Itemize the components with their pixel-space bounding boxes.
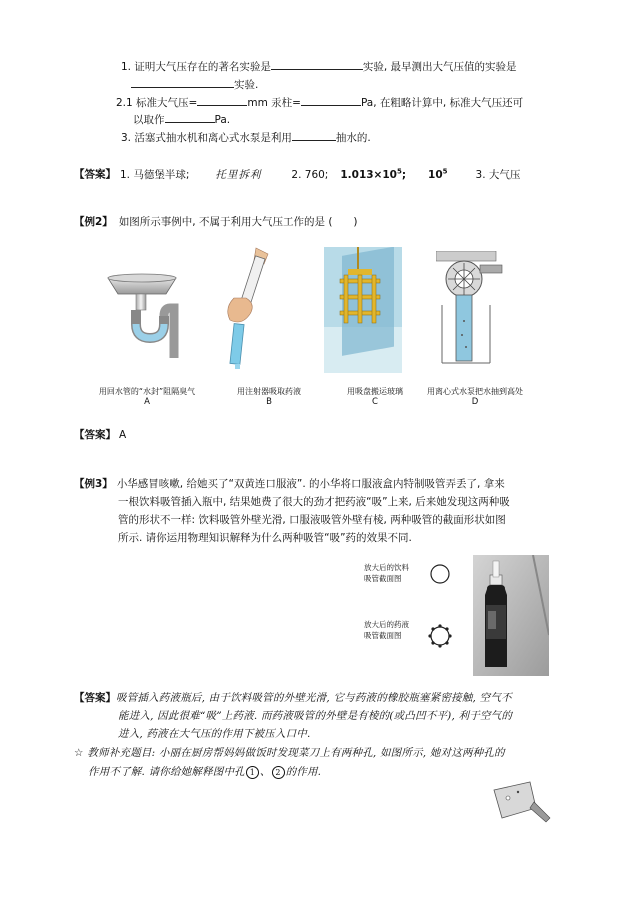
- example-3-line-4: 所示. 请你运用物理知识解释为什么两种吸管“吸”药的效果不同.: [118, 532, 412, 544]
- caption-b: 用注射器吸取药液 B: [237, 387, 301, 407]
- example-3-line-3: 管的形状不一样: 饮料吸管外壁光滑, 口服液吸管外壁有棱, 两种吸管的截面形状如图: [118, 514, 506, 526]
- answer-3-line-1: [74, 691, 512, 705]
- answer-1-2c: $10^5$: [428, 167, 448, 181]
- circled-1: 1: [246, 766, 259, 779]
- q2-text-d: 以取作: [133, 114, 165, 126]
- q2-text-e: Pa.: [214, 114, 231, 126]
- answer-1-2: 2. 760;: [291, 168, 329, 181]
- blank-5[interactable]: [165, 111, 215, 123]
- q2-text-c: Pa, 在粗略计算中, 标准大气压还可: [360, 97, 524, 109]
- kitchen-knife-figure: [484, 778, 556, 828]
- centrifugal-pump-figure: [436, 251, 506, 367]
- example-3-text-1: 小华感冒咳嗽, 给她买了“双黄连口服液”. 的小华将口服液盒内特制吸管弄丢了, 拿来: [116, 478, 505, 490]
- ribbed-straw-label: 放大后的药液 吸管截面图: [364, 620, 409, 640]
- answer-2-line: [74, 428, 126, 442]
- answer-3-line-2: 能进入, 因此很难“吸”上药液. 而药液吸管的外壁是有棱的(或凸凹不平), 利于空气的: [118, 710, 513, 722]
- question-2-line-1: [116, 94, 523, 110]
- caption-a: 用回水管的“水封”阻隔臭气 A: [98, 387, 196, 407]
- answer-1-1b: 托里拆利: [215, 168, 262, 181]
- glass-suction-figure: [324, 247, 402, 373]
- example-2-tag: 【例2】: [74, 216, 113, 228]
- example-3-line-2: 一根饮料吸管插入瓶中, 结果她费了很大的劲才把药液“吸”上来, 后来她发现这两种吸: [118, 496, 510, 508]
- question-1-line-2: [131, 76, 258, 92]
- q3-text-b: 抽水的.: [335, 132, 371, 144]
- sink-trap-figure: [104, 268, 180, 360]
- teacher-line-2: 作用不了解. 请你给她解释图中孔 1 、 2 的作用.: [88, 766, 322, 778]
- blank-1[interactable]: [271, 58, 363, 70]
- example-3-line-1: [74, 477, 505, 491]
- circled-2: 2: [272, 766, 285, 779]
- example-2-line: [74, 215, 358, 229]
- q1-text-c: 实验.: [234, 79, 259, 91]
- smooth-straw-label: 放大后的饮料 吸管截面图: [364, 563, 409, 583]
- example-2-text: 如图所示事例中, 不属于利用大气压工作的是 ( ): [118, 216, 358, 228]
- answer-2-value: A: [119, 429, 127, 441]
- blank-4[interactable]: [301, 94, 361, 106]
- q3-text-a: 3. 活塞式抽水机和离心式水泵是利用: [121, 132, 292, 144]
- teacher-line-1: [74, 746, 505, 760]
- question-1-line-1: [121, 58, 517, 74]
- q1-text-b: 实验, 最早测出大气压值的实验是: [362, 61, 517, 73]
- answer-tag: 【答案】: [74, 168, 116, 181]
- answer-1-1: 1. 马德堡半球;: [120, 168, 190, 181]
- medicine-bottle-photo: [473, 555, 549, 676]
- star-icon: ☆: [74, 747, 84, 759]
- answer-2-tag: 【答案】: [74, 429, 116, 441]
- answer-1-2b: $1.013\times 10^5$;: [340, 167, 407, 181]
- syringe-figure: [216, 246, 276, 371]
- example-3-tag: 【例3】: [74, 478, 113, 490]
- q1-text-a: 1. 证明大气压存在的著名实验是: [121, 61, 271, 73]
- q2-text-a: 2.1 标准大气压=: [116, 97, 198, 109]
- answer-1-line: [74, 164, 520, 182]
- ribbed-straw-section-icon: [426, 622, 454, 650]
- answer-1-3: 3. 大气压: [475, 168, 521, 181]
- answer-3-text-1: 吸管插入药液瓶后, 由于饮料吸管的外壁光滑, 它与药液的橡胶瓶塞紧密接触, 空气不: [116, 692, 512, 704]
- q2-text-b: mm 汞柱=: [247, 97, 301, 109]
- blank-6[interactable]: [292, 129, 336, 141]
- smooth-straw-section-icon: [428, 562, 452, 586]
- caption-d: 用离心式水泵把水抽到高处 D: [427, 387, 523, 407]
- blank-2[interactable]: [131, 76, 234, 88]
- question-2-line-2: [133, 111, 230, 127]
- question-3-line: [121, 129, 371, 145]
- teacher-text-1: 教师补充题目: 小丽在厨房帮妈妈做饭时发现菜刀上有两种孔, 如图所示, 她对这两种孔的: [87, 747, 505, 759]
- answer-3-line-3: 进入, 药液在大气压的作用下被压入口中.: [118, 728, 311, 740]
- caption-c: 用吸盘搬运玻璃 C: [347, 387, 403, 407]
- answer-3-tag: 【答案】: [74, 692, 116, 704]
- blank-3[interactable]: [197, 94, 247, 106]
